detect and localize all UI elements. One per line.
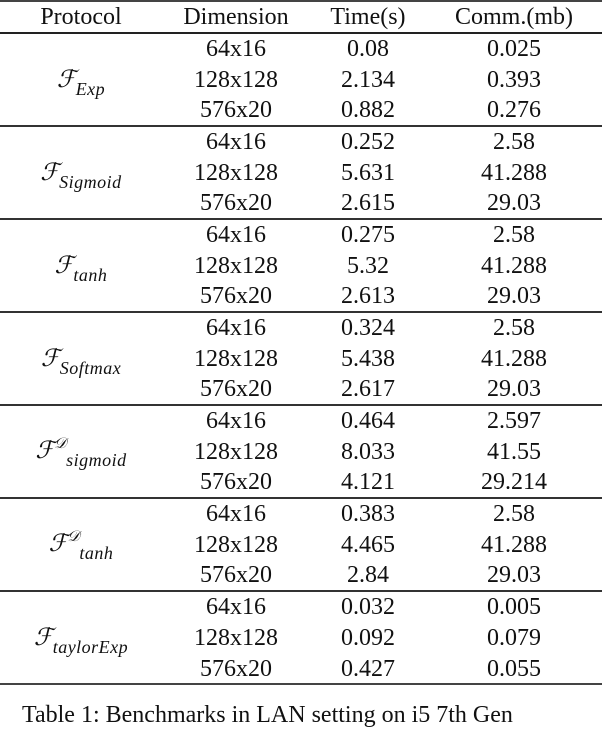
dimension-cell: 576x20 [200, 190, 272, 216]
dimension-cell: 128x128 [194, 624, 278, 651]
table-row [0, 312, 602, 343]
dimension-cell: 576x20 [200, 562, 272, 588]
table-row [0, 126, 602, 157]
table-row [0, 219, 602, 250]
time-cell: 5.32 [347, 252, 389, 279]
time-cell: 0.032 [310, 591, 426, 622]
dimension-cell: 64x16 [206, 36, 266, 62]
protocol-base: ℱ [40, 343, 60, 372]
comm-cell: 41.55 [487, 438, 541, 465]
time-cell: 2.613 [341, 283, 395, 309]
dimension-cell: 64x16 [162, 219, 310, 250]
time-cell: 0.275 [310, 219, 426, 250]
table-row [0, 33, 602, 64]
time-cell: 0.252 [310, 126, 426, 157]
protocol-cell [0, 33, 162, 126]
time-cell: 2.84 [347, 562, 389, 588]
comm-cell: 0.025 [487, 36, 541, 62]
protocol-cell [0, 219, 162, 312]
comm-cell: 29.03 [487, 562, 541, 588]
time-cell: 5.438 [341, 345, 395, 372]
time-cell: 0.383 [310, 498, 426, 529]
time-cell: 0.427 [341, 655, 395, 682]
comm-cell: 0.055 [487, 655, 541, 682]
protocol-base: ℱ [48, 529, 68, 557]
protocol-base: ℱ [54, 250, 74, 279]
header-comm: Comm.(mb) [426, 1, 602, 33]
header-row [0, 1, 602, 33]
protocol-cell [0, 405, 162, 498]
dimension-cell: 576x20 [200, 376, 272, 402]
time-cell: 0.882 [341, 97, 395, 123]
table-row [0, 498, 602, 529]
comm-cell: 0.005 [426, 591, 602, 622]
time-cell: 2.134 [341, 66, 395, 93]
protocol-base: ℱ [33, 623, 53, 651]
dimension-cell: 128x128 [194, 531, 278, 558]
comm-cell: 41.288 [481, 531, 547, 558]
dimension-cell: 128x128 [194, 66, 278, 93]
dimension-cell: 576x20 [200, 469, 272, 495]
protocol-cell [0, 126, 162, 219]
protocol-base: ℱ [35, 436, 55, 464]
table-caption: Table 1: Benchmarks in LAN setting on i5 7th Gen [22, 702, 513, 728]
time-cell: 5.631 [341, 159, 395, 186]
protocol-cell [0, 312, 162, 405]
comm-cell: 41.288 [481, 159, 547, 186]
comm-cell: 2.58 [426, 126, 602, 157]
protocol-sub: taylorExp [52, 637, 129, 657]
dimension-cell: 128x128 [194, 159, 278, 186]
time-cell: 4.121 [341, 469, 395, 495]
comm-cell: 0.276 [487, 97, 541, 123]
header-protocol: Protocol [0, 1, 162, 33]
table-row [0, 405, 602, 436]
comm-cell: 29.03 [487, 190, 541, 216]
protocol-base: ℱ [40, 157, 60, 186]
dimension-cell: 128x128 [194, 438, 278, 465]
comm-cell: 0.393 [487, 66, 541, 93]
time-cell: 0.08 [347, 36, 389, 62]
protocol-cell [0, 498, 162, 591]
dimension-cell: 576x20 [200, 97, 272, 123]
dimension-cell: 576x20 [200, 655, 272, 682]
comm-cell: 2.597 [426, 405, 602, 436]
comm-cell: 2.58 [426, 219, 602, 250]
time-cell: 0.092 [341, 624, 395, 651]
comm-cell: 0.079 [487, 624, 541, 651]
time-cell: 2.617 [341, 376, 395, 402]
protocol-sub: tanh [73, 264, 108, 285]
header-time: Time(s) [310, 1, 426, 33]
time-cell: 0.324 [310, 312, 426, 343]
time-cell: 8.033 [341, 438, 395, 465]
comm-cell: 41.288 [481, 345, 547, 372]
protocol-sub: sigmoid [66, 450, 127, 470]
dimension-cell: 64x16 [162, 312, 310, 343]
dimension-cell: 64x16 [162, 126, 310, 157]
protocol-sub: Exp [75, 78, 106, 99]
dimension-cell: 64x16 [162, 498, 310, 529]
header-dimension: Dimension [162, 1, 310, 33]
protocol-sup: 𝒟 [54, 434, 67, 452]
time-cell: 2.615 [341, 190, 395, 216]
comm-cell: 41.288 [481, 252, 547, 279]
dimension-cell: 576x20 [200, 283, 272, 309]
time-cell: 0.464 [310, 405, 426, 436]
protocol-base: ℱ [56, 64, 76, 93]
comm-cell: 2.58 [426, 498, 602, 529]
time-cell: 4.465 [341, 531, 395, 558]
protocol-sub: Sigmoid [59, 171, 122, 192]
table-row [0, 591, 602, 622]
bottom-rule [0, 683, 602, 689]
protocol-sub: tanh [79, 543, 114, 563]
protocol-sub: Softmax [59, 357, 122, 378]
comm-cell: 2.58 [426, 312, 602, 343]
comm-cell: 29.03 [487, 376, 541, 402]
comm-cell: 29.03 [487, 283, 541, 309]
comm-cell: 29.214 [481, 469, 547, 495]
dimension-cell: 64x16 [162, 405, 310, 436]
protocol-sup: 𝒟 [67, 527, 80, 545]
dimension-cell: 128x128 [194, 252, 278, 279]
dimension-cell: 128x128 [194, 345, 278, 372]
dimension-cell: 64x16 [162, 591, 310, 622]
protocol-cell [0, 591, 162, 684]
